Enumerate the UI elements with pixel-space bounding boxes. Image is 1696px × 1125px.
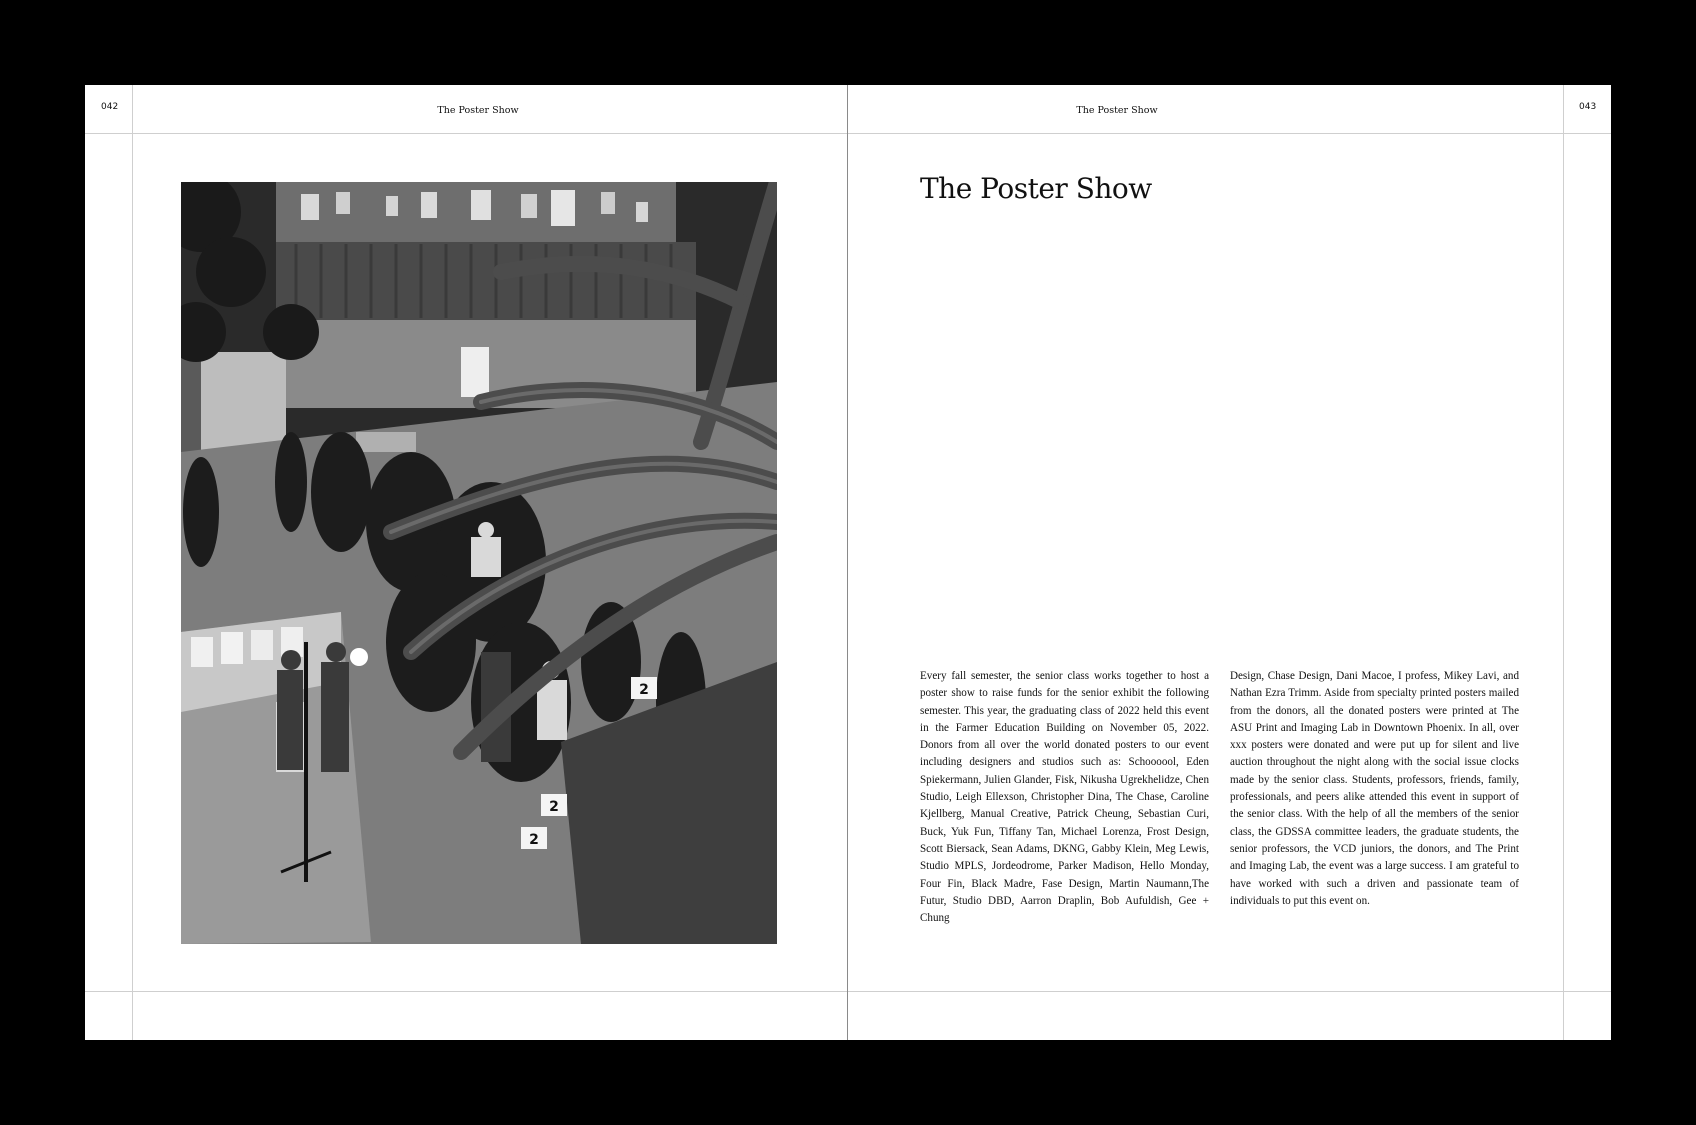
body-text-column-2: Design, Chase Design, Dani Macoe, I profess, Mikey Lavi, and Nathan Ezra Trimm. Aside from specialty printed posters mailed from the donors, all the donated posters were printed at The ASU Print and Imaging Lab in Downtown Phoenix. In all, over xxx posters were donated and were put up for silent and live auction throughout the night along with the social issue clocks made by the senior class. Students, professors, friends, family, professionals, and peers alike attended this event in support of the senior class. With the help of all the members of the senior class, the GDSSA committee leaders, the graduate students, the senior professors, the VCD juniors, the donors, and The Print and Imaging Lab, the event was a large success. I am grateful to have worked with such a driven and passionate team of individuals to put this event on.: [1230, 670, 1519, 907]
spine-gutter: [847, 85, 848, 1040]
table-number-label: 2: [529, 832, 539, 848]
body-text-column-1: Every fall semester, the senior class works together to host a poster show to raise funds for the senior exhibit the following semester. This year, the graduating class of 2022 held this event in the Farmer Education Building on November 05, 2022. Donors from all over the world donated posters to our event including designers and studios such as: Schoooool, Eden Spiekermann, Julien Glander, Fisk, Nikusha Ugrekhelidze, Chen Studio, Leigh Ellexson, Christopher Dina, The Chase, Caroline Kjellberg, Manual Creative, Patrick Cheung, Sebastian Curi, Buck, Yuk Fun, Tiffany Tan, Michael Lorenza, Frost Design, Scott Biersack, Sean Adams, DKNG, Gabby Klein, Meg Lewis, Studio MPLS, Jordeodrome, Parker Madison, Hello Monday, Four Fin, Black Madre, Fase Design, Martin Naumann,The Futur, Studio DBD, Aarron Draplin, Bob Aufuldish, Gee + Chung: [920, 670, 1209, 925]
header-rule: [85, 133, 1611, 134]
event-photograph: [181, 182, 777, 944]
page-title: The Poster Show: [920, 172, 1152, 205]
table-number-label: 2: [639, 682, 649, 698]
right-folio: 043: [1579, 102, 1597, 112]
left-margin-rule: [132, 85, 133, 1040]
right-running-head: The Poster Show: [1076, 105, 1158, 116]
photo-illustration: [181, 182, 777, 944]
right-margin-rule: [1563, 85, 1564, 1040]
table-number-label: 2: [549, 799, 559, 815]
footer-rule: [85, 991, 1611, 992]
left-folio: 042: [101, 102, 119, 112]
left-running-head: The Poster Show: [437, 105, 519, 116]
book-spread: [85, 85, 1611, 1040]
